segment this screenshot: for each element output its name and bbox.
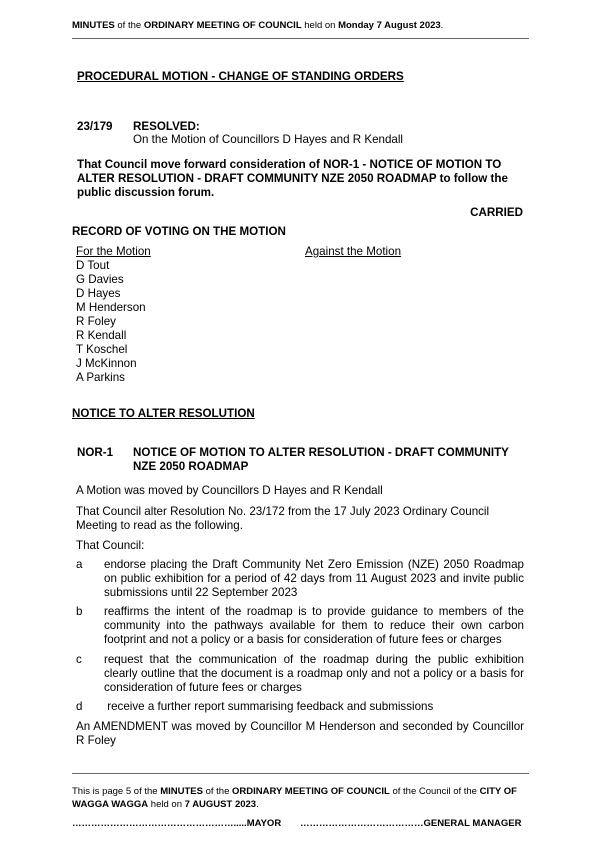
page-header (72, 20, 443, 31)
header-held: held on (301, 20, 339, 31)
for-motion-label: For the Motion (76, 245, 151, 258)
voting-title: RECORD OF VOTING ON THE MOTION (72, 225, 286, 238)
item-text: request that the communication of the roadmap during the public exhibition clearly outline that the document is a roadmap only and not a policy or a basis for consideration of future fees or charges (104, 653, 524, 694)
nor-title-line-1: NOTICE OF MOTION TO ALTER RESOLUTION - DRAFT COMMUNITY (133, 446, 509, 459)
section-title-notice: NOTICE TO ALTER RESOLUTION (72, 407, 255, 420)
voter-name: A Parkins (76, 371, 125, 384)
page-footer (72, 785, 530, 811)
footer-meeting: ORDINARY MEETING OF COUNCIL (232, 786, 390, 797)
footer-city: CITY OF WAGGA WAGGA (72, 786, 517, 810)
mayor-signature-line: …………………………………………….....MAYOR (72, 818, 282, 829)
general-manager-signature-line: …………………………………GENERAL MANAGER (300, 818, 522, 829)
item-letter: c (76, 653, 82, 666)
resolution-number: 23/179 (77, 120, 113, 133)
header-of: of the (114, 20, 144, 31)
voter-name: J McKinnon (76, 357, 137, 370)
that-council-label: That Council: (76, 539, 145, 552)
resolution-text-line-1: That Council move forward consideration of NOR-1 - NOTICE OF MOTION TO (77, 158, 502, 171)
footer-date: 7 AUGUST 2023 (184, 799, 257, 810)
resolution-text-line-2: ALTER RESOLUTION - DRAFT COMMUNITY NZE 2050 ROADMAP to follow the (77, 172, 508, 185)
voter-name: M Henderson (76, 301, 146, 314)
voter-name: R Kendall (76, 329, 127, 342)
voter-name: G Davies (76, 273, 124, 286)
item-letter: d (76, 700, 83, 713)
footer-end: . (256, 799, 259, 810)
footer-page: This is page 5 of the (72, 786, 161, 797)
header-minutes: MINUTES (72, 20, 115, 31)
nor-code: NOR-1 (77, 446, 114, 459)
against-motion-label: Against the Motion (305, 245, 402, 258)
item-letter: a (76, 558, 83, 571)
footer-minutes: MINUTES (160, 786, 203, 797)
section-title-procedural: PROCEDURAL MOTION - CHANGE OF STANDING ORDERS (77, 70, 404, 83)
motion-moved-text: A Motion was moved by Councillors D Hayes and R Kendall (76, 484, 383, 497)
voter-name: D Tout (76, 259, 110, 272)
item-text: reaffirms the intent of the roadmap is to provide guidance to members of the community into the pathways available for them to reduce their own carbon footprint and not a policy or a basis for consideration of future fees or charges (104, 605, 524, 646)
amendment-text: An AMENDMENT was moved by Councillor M Henderson and seconded by Councillor R Foley (76, 720, 524, 747)
footer-of: of the (202, 786, 233, 797)
item-letter: b (76, 605, 83, 618)
item-text: receive a further report summarising feedback and submissions (104, 700, 434, 713)
resolved-label: RESOLVED: (133, 120, 200, 133)
header-date: Monday 7 August 2023 (338, 20, 441, 31)
voter-name: T Koschel (76, 343, 128, 356)
alter-text-line-1: That Council alter Resolution No. 23/172 from the 17 July 2023 Ordinary Council (76, 505, 490, 518)
resolution-text-line-3: public discussion forum. (77, 186, 215, 199)
footer-rule (72, 773, 529, 774)
footer-council: of the Council of the (389, 786, 480, 797)
item-text: endorse placing the Draft Community Net Zero Emission (NZE) 2050 Roadmap on public exhibition for a period of 42 days from 11 August 2023 and invite public submissions until 22 September 2023 (104, 558, 524, 599)
header-meeting: ORDINARY MEETING OF COUNCIL (143, 20, 302, 31)
carried-label: CARRIED (470, 206, 523, 219)
resolution-mover: On the Motion of Councillors D Hayes and R Kendall (133, 133, 404, 146)
nor-title-line-2: NZE 2050 ROADMAP (133, 460, 249, 473)
voter-name: R Foley (76, 315, 116, 328)
header-rule (72, 38, 529, 39)
footer-held: held on (148, 799, 185, 810)
alter-text-line-2: Meeting to read as the following. (76, 519, 243, 532)
header-end: . (440, 20, 444, 31)
for-names-list (76, 259, 146, 385)
voter-name: D Hayes (76, 287, 121, 300)
